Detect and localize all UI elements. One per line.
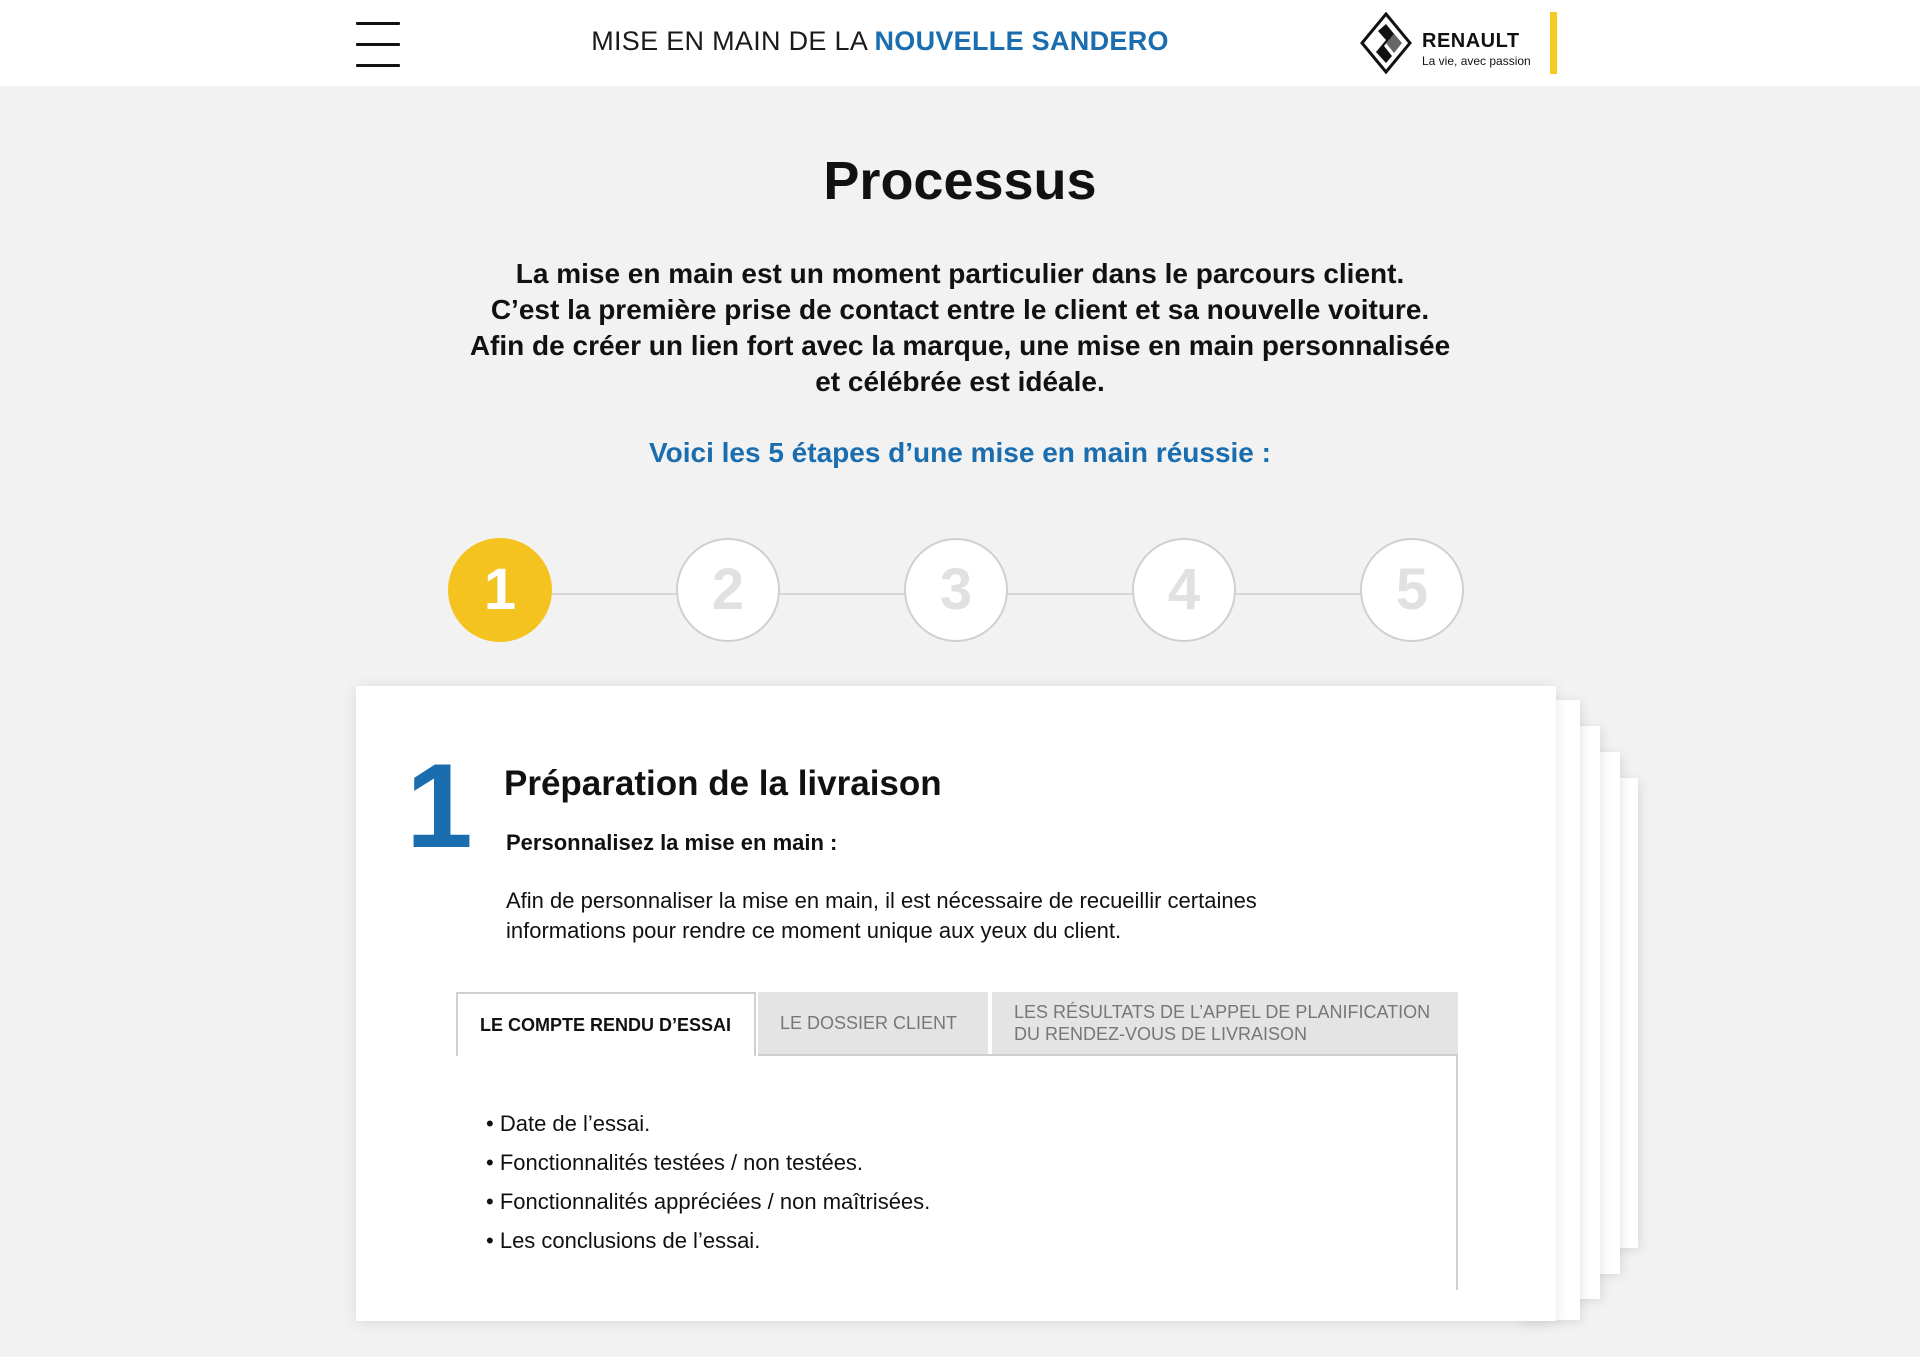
tab-label-line: DU RENDEZ-VOUS DE LIVRAISON [1014,1024,1308,1044]
card-description [506,886,1406,946]
tab-label: LE DOSSIER CLIENT [780,1013,958,1033]
card-title: Préparation de la livraison [504,764,942,803]
brand-accent-bar [1550,12,1557,74]
top-header [0,0,1920,86]
card-description-line: Afin de personnaliser la mise en main, il est nécessaire de recueillir certaines [506,888,1257,913]
card-subtitle: Personnalisez la mise en main : [506,830,838,855]
tab-compte-rendu-essai[interactable] [456,992,756,1056]
tab-label: LE COMPTE RENDU D’ESSAI [480,1015,732,1035]
brand-tagline: La vie, avec passion [1422,54,1531,68]
step-connector [1236,593,1360,595]
page-title: Processus [823,151,1097,211]
list-item: • Fonctionnalités testées / non testées. [486,1143,930,1182]
step-1-button[interactable]: 1 [448,538,552,642]
step-card [356,686,1556,1321]
intro-line: et célébrée est idéale. [815,366,1105,397]
intro-line: La mise en main est un moment particulier dans le parcours client. [515,258,1405,289]
tab-resultats-appel-planification[interactable] [992,992,1458,1054]
intro-line: C’est la première prise de contact entre le client et sa nouvelle voiture. [490,294,1430,325]
intro-text [440,256,1480,400]
step-5-button[interactable]: 5 [1360,538,1464,642]
step-2-button[interactable]: 2 [676,538,780,642]
list-item: • Fonctionnalités appréciées / non maîtrisées. [486,1182,930,1221]
list-item: • Les conclusions de l’essai. [486,1221,930,1260]
step-4-button[interactable]: 4 [1132,538,1236,642]
steps-lead: Voici les 5 étapes d’une mise en main réussie : [649,437,1271,468]
step-connector [1008,593,1132,595]
intro-line: Afin de créer un lien fort avec la marque, une mise en main personnalisée [469,330,1451,361]
step-3-button[interactable]: 3 [904,538,1008,642]
tab-label-line: LES RÉSULTATS DE L’APPEL DE PLANIFICATION [1014,1002,1431,1022]
list-item: • Date de l’essai. [486,1104,930,1143]
header-title-plain: MISE EN MAIN DE LA [591,26,867,56]
tab-panel [456,1054,1458,1290]
renault-diamond-logo-icon [1360,12,1412,74]
tab-label [1014,1001,1440,1045]
step-connector [552,593,676,595]
bullet-list [486,1104,930,1260]
brand[interactable] [1360,12,1560,74]
info-tabs [456,992,1458,1054]
step-connector [780,593,904,595]
brand-name: RENAULT [1422,30,1520,52]
step-indicator [448,538,1464,642]
header-title-accent: NOUVELLE SANDERO [874,26,1169,56]
card-step-number: 1 [406,739,473,873]
card-description-line: informations pour rendre ce moment unique aux yeux du client. [506,918,1122,943]
tab-dossier-client[interactable] [758,992,988,1054]
